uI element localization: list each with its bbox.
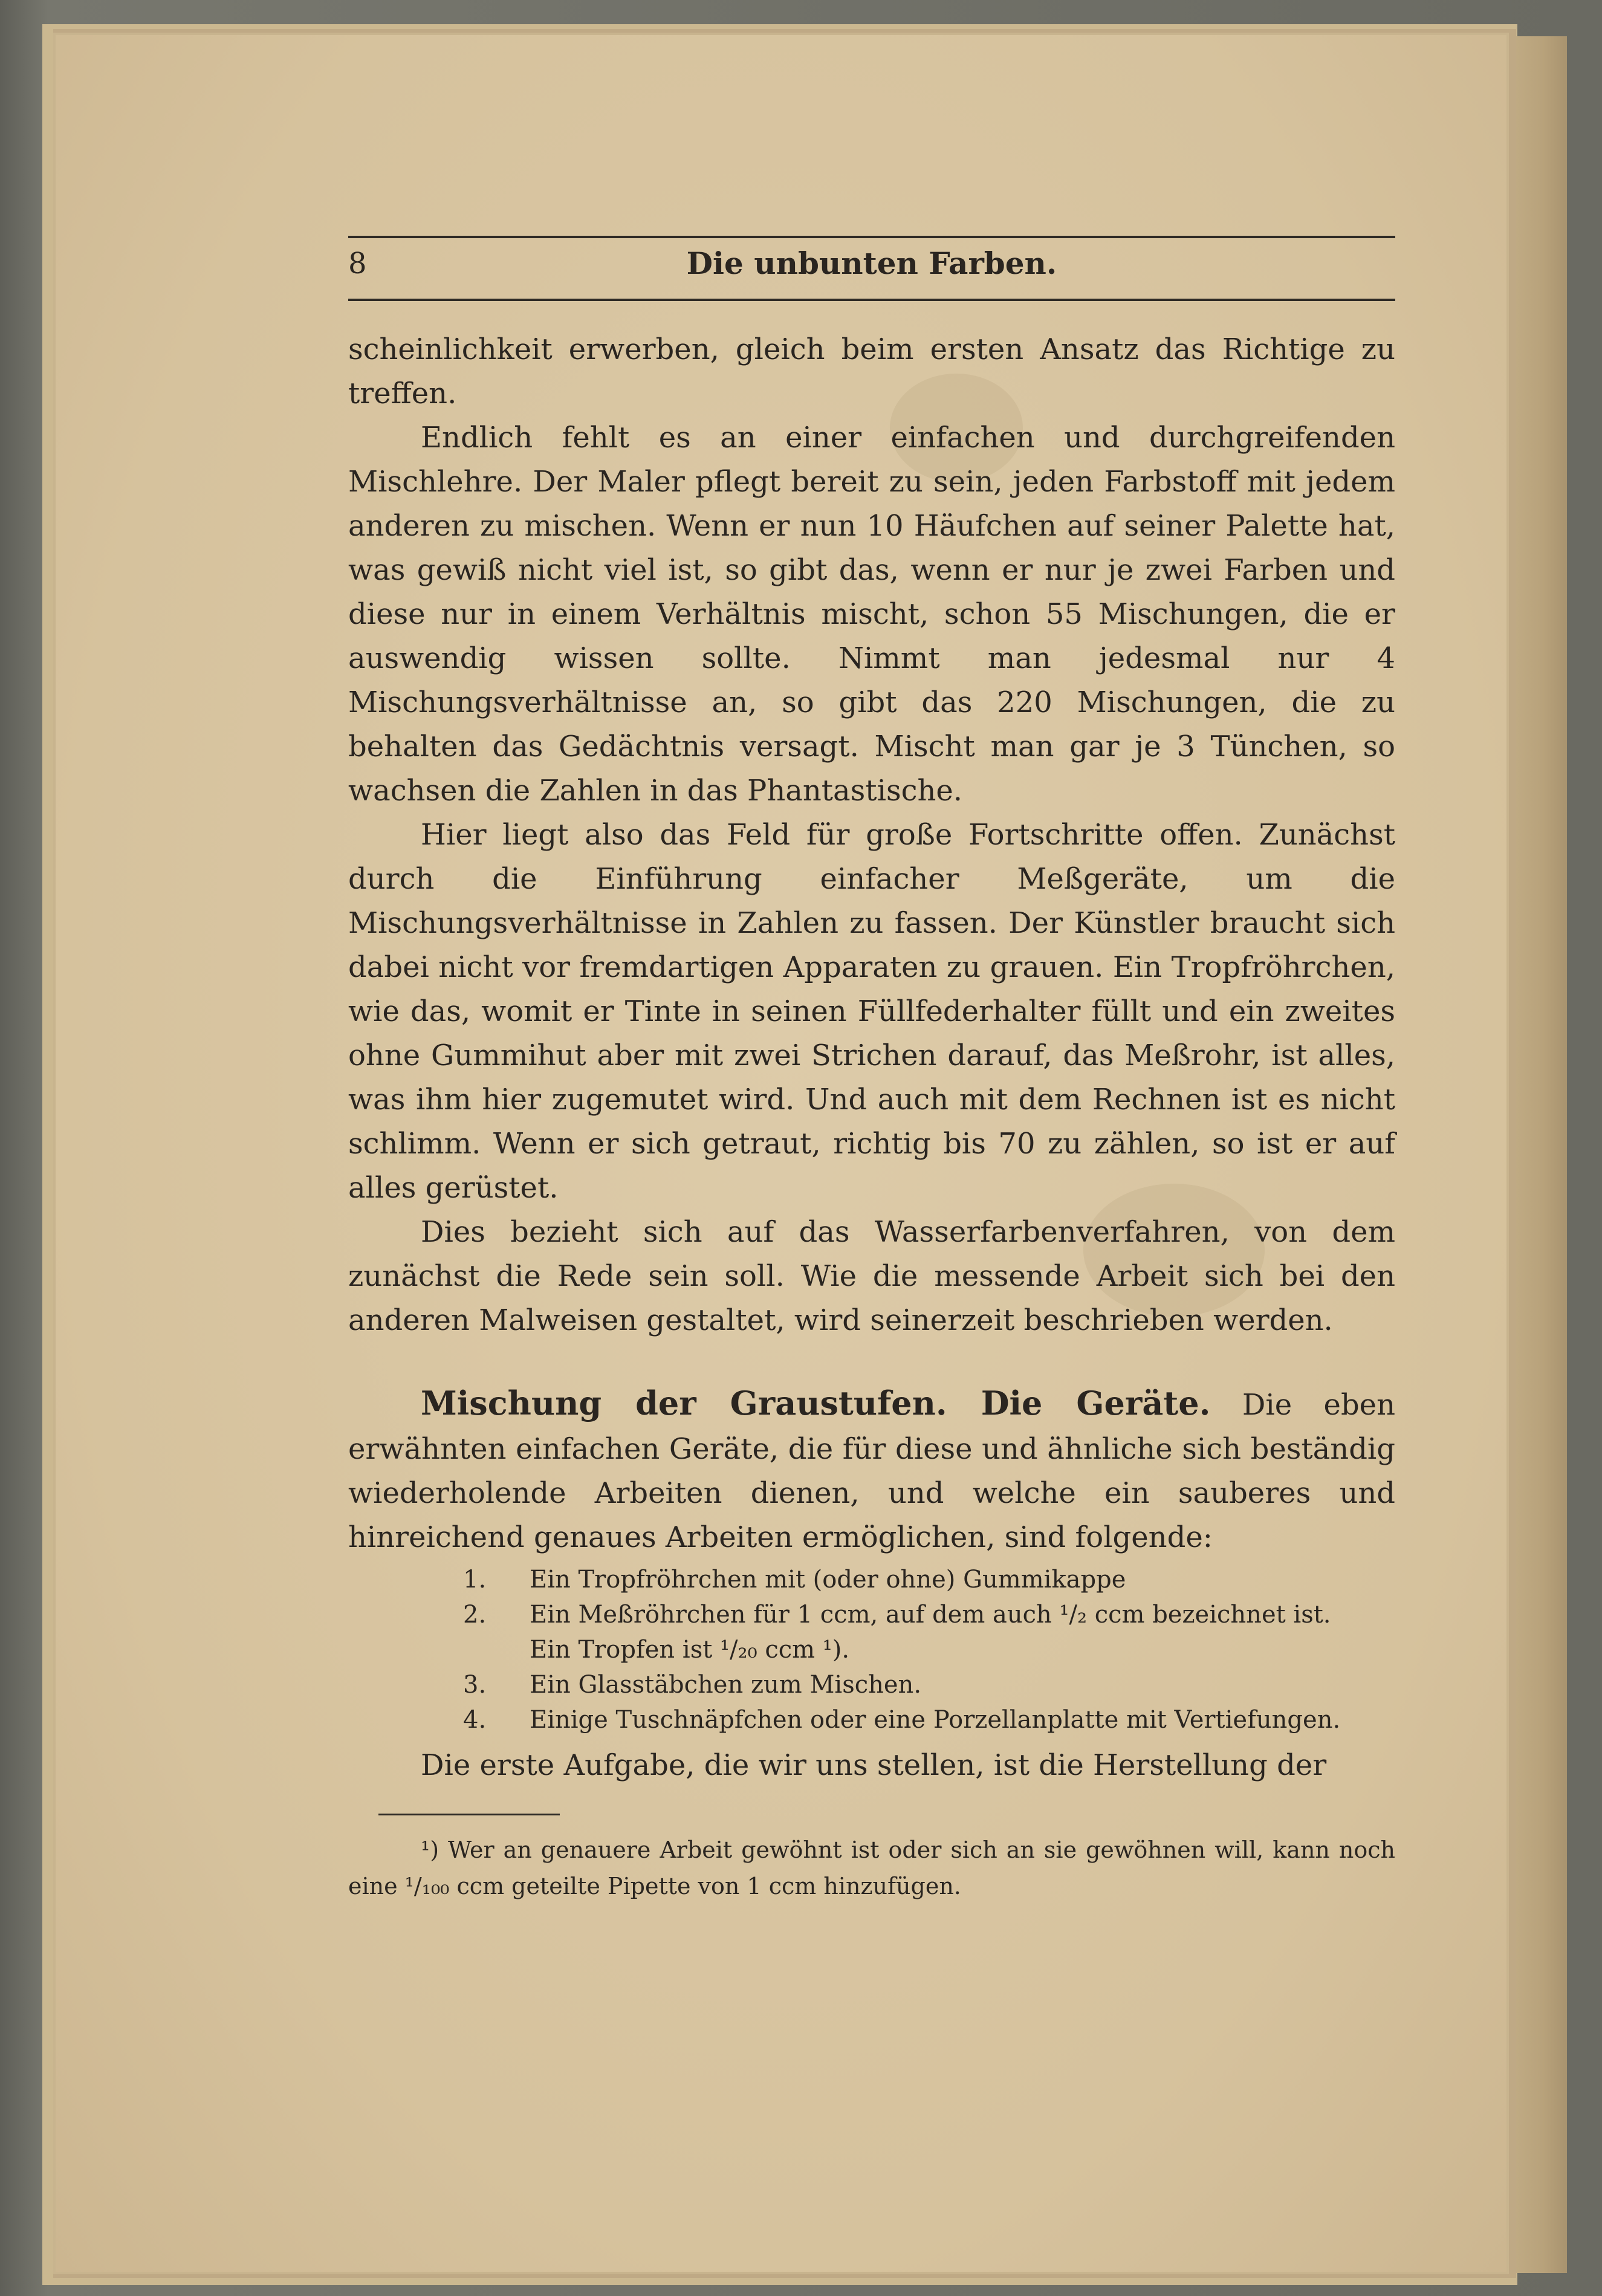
footnote-text: ¹) Wer an genauere Arbeit gewöhnt ist oder sich an sie gewöhnen will, kann noch eine ¹/₁₀₀ ccm geteilte Pipette von 1 ccm hinzufügen. — [348, 1837, 1395, 1899]
footnote-rule — [378, 1814, 560, 1815]
section-intro — [348, 1381, 1395, 1560]
list-item — [348, 1702, 1395, 1737]
closing-line: Die erste Aufgabe, die wir uns stellen, ist die Herstellung der — [421, 1748, 1327, 1782]
running-header — [348, 236, 1395, 301]
list-item-number: 3. — [463, 1671, 487, 1699]
section-gap — [348, 1343, 1395, 1381]
footnote — [348, 1832, 1395, 1904]
body-text — [348, 328, 1395, 1788]
paragraph-2: Endlich fehlt es an einer einfachen und durchgreifenden Mischlehre. Der Maler pflegt bereit zu sein, jeden Farbstoff mit jedem anderen zu mischen. Wenn er nun 10 Häufchen auf seiner Palette hat, was gewiß nicht viel ist, so gibt das, wenn er nur je zwei Farben und diese nur in einem Verhältnis mischt, schon 55 Mischungen, die er auswendig wissen sollte. Nimmt man jedesmal nur 4 Mischungsverhältnisse an, so gibt das 220 Mischungen, die zu behalten das Gedächtnis versagt. Mischt man gar je 3 Tünchen, so wachsen die Zahlen in das Phantastische. — [348, 421, 1395, 808]
equipment-list — [348, 1562, 1395, 1737]
running-title: Die unbunten Farben. — [686, 245, 1057, 281]
page-number: 8 — [348, 247, 367, 281]
list-item-number: 1. — [463, 1566, 487, 1594]
list-item — [348, 1667, 1395, 1702]
paragraph-1: scheinlichkeit erwerben, gleich beim ersten Ansatz das Richtige zu treffen. — [348, 332, 1395, 410]
list-item-number: 4. — [463, 1706, 487, 1734]
list-item-number: 2. — [463, 1601, 487, 1629]
section-intro-text: Die eben erwähnten einfachen Geräte, die für diese und ähnliche sich beständig wiederholende Arbeiten dienen, und welche ein sauberes und hinreichend genaues Arbeiten ermöglichen, sind folgende: — [348, 1388, 1395, 1554]
list-item-text: Einige Tuschnäpfchen oder eine Porzellanplatte mit Vertiefungen. — [530, 1706, 1341, 1734]
list-item-continuation: Ein Tropfen ist ¹/₂₀ ccm ¹). — [530, 1636, 850, 1664]
list-item — [348, 1597, 1395, 1667]
list-item-text: Ein Glasstäbchen zum Mischen. — [530, 1671, 922, 1699]
paragraph-4: Dies bezieht sich auf das Wasserfarbenverfahren, von dem zunächst die Rede sein soll. Wie die messende Arbeit sich bei den anderen Malweisen gestaltet, wird seinerzeit beschrieben werden. — [348, 1215, 1395, 1337]
list-item-text: Ein Meßröhrchen für 1 ccm, auf dem auch ¹/₂ ccm bezeichnet ist. — [530, 1601, 1331, 1629]
list-item-text: Ein Tropfröhrchen mit (oder ohne) Gummikappe — [530, 1566, 1126, 1594]
page-right-edge — [1506, 36, 1567, 2273]
section-heading: Mischung der Graustufen. Die Geräte. — [421, 1384, 1211, 1422]
list-item — [348, 1562, 1395, 1597]
paragraph-3: Hier liegt also das Feld für große Fortschritte offen. Zunächst durch die Einführung einfacher Meßgeräte, um die Mischungsverhältnisse in Zahlen zu fassen. Der Künstler braucht sich dabei nicht vor fremdartigen Apparaten zu grauen. Ein Tropfröhrchen, wie das, womit er Tinte in seinen Füllfederhalter füllt und ein zweites ohne Gummihut aber mit zwei Strichen darauf, das Meßrohr, ist alles, was ihm hier zugemutet wird. Und auch mit dem Rechnen ist es nicht schlimm. Wenn er sich getraut, richtig bis 70 zu zählen, so ist er auf alles gerüstet. — [348, 818, 1395, 1205]
